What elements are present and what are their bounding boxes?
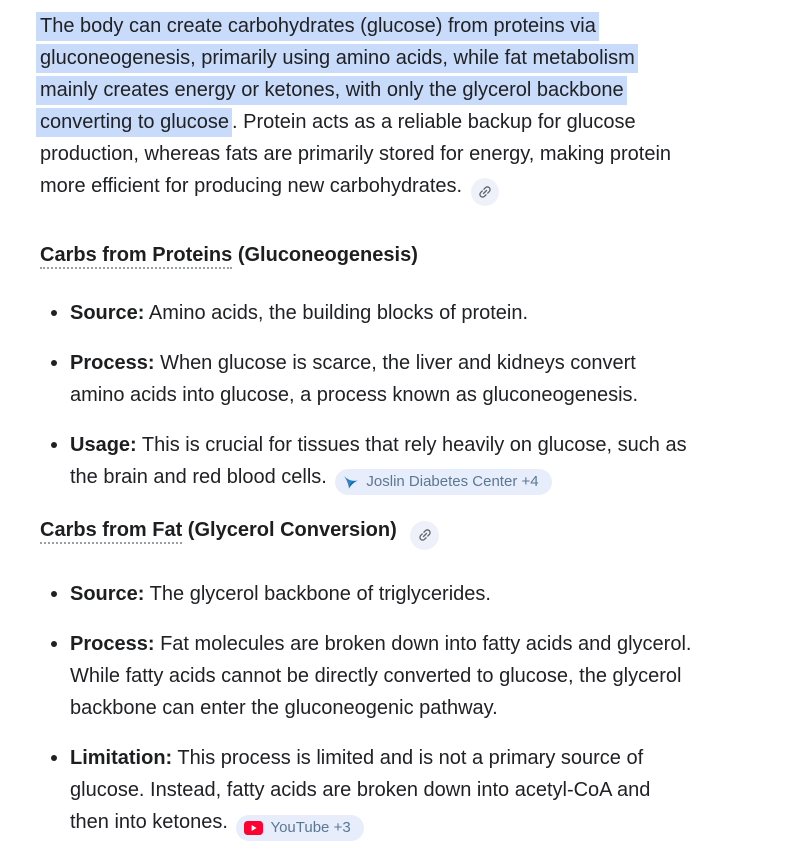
link-icon (477, 184, 493, 200)
bullet-source (40, 297, 763, 329)
bullet-source (40, 578, 763, 610)
bullet-text-line: The glycerol backbone of triglycerides. (149, 582, 491, 605)
bullet-text-line: the brain and red blood cells. (70, 466, 327, 488)
intro-text: production, whereas fats are primarily stored for energy, making protein (40, 143, 672, 165)
bullet-label: Source: (70, 582, 145, 605)
bullet-label: Process: (70, 632, 155, 655)
bullet-list-proteins (40, 297, 763, 495)
joslin-favicon-icon (343, 474, 359, 490)
highlighted-text: The body can create carbohydrates (glucose) from proteins via (36, 12, 599, 41)
bullet-text-line: This process is limited and is not a primary source of (177, 746, 644, 769)
heading-rest: (Gluconeogenesis) (232, 244, 418, 266)
intro-text: more efficient for producing new carbohydrates. (40, 175, 463, 197)
bullet-text-line: amino acids into glucose, a process known as gluconeogenesis. (70, 384, 639, 406)
bullet-text-line: Amino acids, the building blocks of protein. (148, 302, 529, 324)
bullet-text-line: This is crucial for tissues that rely heavily on glucose, such as (141, 434, 687, 456)
bullet-label: Process: (70, 352, 155, 374)
source-chip-youtube[interactable] (236, 815, 363, 841)
bullet-label: Usage: (70, 434, 137, 456)
intro-text: . Protein acts as a reliable backup for glucose (232, 111, 636, 133)
heading-underlined-term[interactable]: Carbs from Fat (40, 519, 182, 544)
bullet-text-line: backbone can enter the gluconeogenic pathway. (70, 696, 498, 719)
bullet-limitation (40, 742, 763, 841)
bullet-text-line: While fatty acids cannot be directly converted to glucose, the glycerol (70, 664, 682, 687)
link-icon (417, 527, 433, 543)
section-heading-fat (40, 517, 763, 550)
intro-paragraph (40, 10, 763, 206)
bullet-list-fat (40, 578, 763, 841)
bullet-text-line: glucose. Instead, fatty acids are broken down into acetyl-CoA and (70, 778, 651, 801)
chip-label: YouTube +3 (270, 818, 351, 836)
bullet-text-line: Fat molecules are broken down into fatty acids and glycerol. (160, 632, 692, 655)
highlighted-text: converting to glucose (36, 108, 232, 137)
bullet-process (40, 347, 763, 411)
bullet-text-line: then into ketones. (70, 810, 228, 833)
bullet-label: Source: (70, 302, 145, 324)
youtube-icon (244, 821, 263, 835)
bullet-usage (40, 429, 763, 495)
highlighted-text: gluconeogenesis, primarily using amino acids, while fat metabolism (36, 44, 638, 73)
bullet-label: Limitation: (70, 746, 173, 769)
heading-rest: (Glycerol Conversion) (182, 519, 397, 541)
heading-underlined-term[interactable]: Carbs from Proteins (40, 244, 232, 269)
heading-link-button[interactable] (410, 521, 439, 550)
chip-label: Joslin Diabetes Center +4 (366, 473, 539, 490)
bullet-process (40, 628, 763, 724)
highlighted-text: mainly creates energy or ketones, with only the glycerol backbone (36, 76, 627, 105)
paragraph-link-button[interactable] (471, 178, 499, 206)
source-chip-joslin[interactable] (335, 469, 551, 495)
section-heading-proteins (40, 242, 763, 269)
bullet-text-line: When glucose is scarce, the liver and kidneys convert (160, 352, 636, 374)
